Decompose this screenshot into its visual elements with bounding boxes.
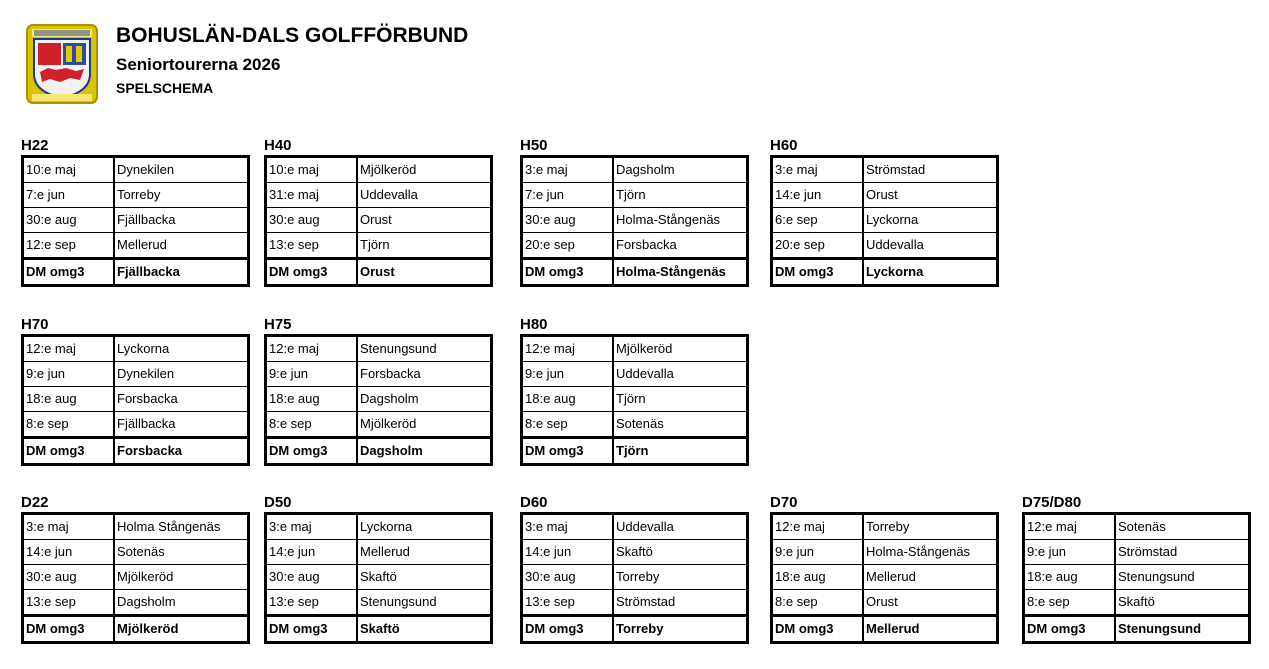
venue-cell: Strömstad: [613, 590, 748, 616]
schedule-group: [520, 494, 749, 644]
date-cell: DM omg3: [772, 616, 864, 643]
final-row: [772, 616, 998, 643]
venue-cell: Fjällbacka: [114, 208, 249, 233]
venue-cell: Tjörn: [613, 387, 748, 412]
table-row: [1024, 590, 1250, 616]
schedule-group: [264, 494, 493, 644]
schedule-table: [770, 512, 999, 644]
date-cell: 3:e maj: [522, 157, 614, 183]
date-cell: 30:e aug: [23, 565, 115, 590]
date-cell: 10:e maj: [23, 157, 115, 183]
date-cell: 30:e aug: [522, 208, 614, 233]
schedule-table: [770, 155, 999, 287]
date-cell: 14:e jun: [772, 183, 864, 208]
date-cell: DM omg3: [522, 259, 614, 286]
date-cell: DM omg3: [23, 438, 115, 465]
table-row: [266, 387, 492, 412]
date-cell: DM omg3: [522, 438, 614, 465]
table-row: [772, 208, 998, 233]
date-cell: 30:e aug: [522, 565, 614, 590]
venue-cell: Lyckorna: [863, 208, 998, 233]
table-row: [266, 362, 492, 387]
venue-cell: Mjölkeröd: [613, 336, 748, 362]
date-cell: 20:e sep: [772, 233, 864, 259]
schedule-group: [264, 137, 493, 287]
table-row: [266, 412, 492, 438]
schedule-table: [520, 155, 749, 287]
group-label: D70: [770, 494, 798, 511]
venue-cell: Forsbacka: [114, 387, 249, 412]
date-cell: 12:e maj: [266, 336, 358, 362]
date-cell: 18:e aug: [266, 387, 358, 412]
final-row: [23, 438, 249, 465]
date-cell: 7:e jun: [522, 183, 614, 208]
venue-cell: Holma Stångenäs: [114, 514, 249, 540]
date-cell: 9:e jun: [266, 362, 358, 387]
table-row: [522, 362, 748, 387]
schedule-table: [21, 512, 250, 644]
date-cell: 12:e maj: [23, 336, 115, 362]
table-row: [23, 157, 249, 183]
date-cell: DM omg3: [1024, 616, 1116, 643]
table-row: [1024, 565, 1250, 590]
venue-cell: Mjölkeröd: [114, 565, 249, 590]
table-row: [23, 336, 249, 362]
table-row: [522, 514, 748, 540]
crest-icon: [26, 24, 98, 104]
table-row: [772, 540, 998, 565]
venue-cell: Holma-Stångenäs: [613, 208, 748, 233]
schedule-table: [264, 512, 493, 644]
venue-cell: Torreby: [114, 183, 249, 208]
date-cell: 14:e jun: [266, 540, 358, 565]
date-cell: DM omg3: [23, 616, 115, 643]
schedule-group: [21, 137, 250, 287]
table-row: [522, 157, 748, 183]
schedule-table: [21, 155, 250, 287]
venue-cell: Mellerud: [863, 616, 998, 643]
final-row: [23, 259, 249, 286]
final-row: [522, 616, 748, 643]
schedule-table: [520, 334, 749, 466]
venue-cell: Fjällbacka: [114, 412, 249, 438]
venue-cell: Uddevalla: [613, 514, 748, 540]
venue-cell: Dagsholm: [613, 157, 748, 183]
date-cell: 10:e maj: [266, 157, 358, 183]
final-row: [23, 616, 249, 643]
date-cell: 14:e jun: [23, 540, 115, 565]
venue-cell: Dynekilen: [114, 362, 249, 387]
venue-cell: Fjällbacka: [114, 259, 249, 286]
date-cell: 3:e maj: [266, 514, 358, 540]
venue-cell: Forsbacka: [613, 233, 748, 259]
table-row: [23, 208, 249, 233]
schedule-group: [770, 494, 999, 644]
venue-cell: Torreby: [613, 565, 748, 590]
venue-cell: Tjörn: [613, 438, 748, 465]
venue-cell: Forsbacka: [357, 362, 492, 387]
table-row: [522, 336, 748, 362]
venue-cell: Mjölkeröd: [357, 412, 492, 438]
group-label: H22: [21, 137, 49, 154]
venue-cell: Sotenäs: [613, 412, 748, 438]
table-row: [522, 590, 748, 616]
group-label: H40: [264, 137, 292, 154]
schedule-group: [520, 316, 749, 466]
date-cell: 20:e sep: [522, 233, 614, 259]
table-row: [522, 208, 748, 233]
date-cell: 8:e sep: [522, 412, 614, 438]
date-cell: 9:e jun: [772, 540, 864, 565]
venue-cell: Tjörn: [613, 183, 748, 208]
date-cell: 9:e jun: [522, 362, 614, 387]
venue-cell: Lyckorna: [357, 514, 492, 540]
schedule-table: [1022, 512, 1251, 644]
date-cell: 14:e jun: [522, 540, 614, 565]
schedule-group: [1022, 494, 1251, 644]
page-subtitle: Seniortourerna 2026: [116, 55, 281, 74]
venue-cell: Uddevalla: [357, 183, 492, 208]
final-row: [772, 259, 998, 286]
table-row: [522, 233, 748, 259]
group-label: D22: [21, 494, 49, 511]
table-row: [522, 565, 748, 590]
venue-cell: Uddevalla: [613, 362, 748, 387]
venue-cell: Mellerud: [357, 540, 492, 565]
table-row: [23, 183, 249, 208]
date-cell: 13:e sep: [266, 233, 358, 259]
group-label: H70: [21, 316, 49, 333]
date-cell: 18:e aug: [23, 387, 115, 412]
date-cell: 12:e maj: [522, 336, 614, 362]
venue-cell: Stenungsund: [1115, 616, 1250, 643]
venue-cell: Holma-Stångenäs: [863, 540, 998, 565]
venue-cell: Strömstad: [1115, 540, 1250, 565]
venue-cell: Uddevalla: [863, 233, 998, 259]
table-row: [266, 157, 492, 183]
final-row: [266, 616, 492, 643]
venue-cell: Torreby: [613, 616, 748, 643]
date-cell: 12:e sep: [23, 233, 115, 259]
venue-cell: Tjörn: [357, 233, 492, 259]
venue-cell: Torreby: [863, 514, 998, 540]
final-row: [266, 259, 492, 286]
venue-cell: Mellerud: [863, 565, 998, 590]
schedule-group: [520, 137, 749, 287]
table-row: [266, 336, 492, 362]
table-row: [266, 565, 492, 590]
table-row: [23, 565, 249, 590]
final-row: [522, 259, 748, 286]
date-cell: DM omg3: [266, 616, 358, 643]
table-row: [23, 412, 249, 438]
page-title: BOHUSLÄN-DALS GOLFFÖRBUND: [116, 24, 469, 47]
table-row: [1024, 514, 1250, 540]
schedule-table: [520, 512, 749, 644]
date-cell: 31:e maj: [266, 183, 358, 208]
venue-cell: Strömstad: [863, 157, 998, 183]
venue-cell: Dynekilen: [114, 157, 249, 183]
date-cell: 7:e jun: [23, 183, 115, 208]
venue-cell: Orust: [357, 208, 492, 233]
date-cell: DM omg3: [522, 616, 614, 643]
date-cell: DM omg3: [266, 259, 358, 286]
group-label: D75/D80: [1022, 494, 1082, 511]
schedule-table: [264, 334, 493, 466]
table-row: [522, 387, 748, 412]
table-row: [772, 183, 998, 208]
table-row: [772, 565, 998, 590]
venue-cell: Stenungsund: [357, 336, 492, 362]
venue-cell: Lyckorna: [114, 336, 249, 362]
date-cell: 18:e aug: [522, 387, 614, 412]
date-cell: 30:e aug: [23, 208, 115, 233]
date-cell: 3:e maj: [522, 514, 614, 540]
table-row: [266, 233, 492, 259]
venue-cell: Stenungsund: [1115, 565, 1250, 590]
table-row: [23, 590, 249, 616]
table-row: [266, 208, 492, 233]
venue-cell: Orust: [357, 259, 492, 286]
venue-cell: Sotenäs: [1115, 514, 1250, 540]
venue-cell: Dagsholm: [357, 438, 492, 465]
table-row: [23, 387, 249, 412]
date-cell: 30:e aug: [266, 208, 358, 233]
group-label: H75: [264, 316, 292, 333]
date-cell: DM omg3: [23, 259, 115, 286]
table-row: [772, 233, 998, 259]
date-cell: 13:e sep: [522, 590, 614, 616]
schedule-table: [21, 334, 250, 466]
table-row: [266, 514, 492, 540]
table-row: [522, 183, 748, 208]
table-row: [23, 233, 249, 259]
final-row: [522, 438, 748, 465]
date-cell: 8:e sep: [772, 590, 864, 616]
date-cell: 9:e jun: [1024, 540, 1116, 565]
final-row: [266, 438, 492, 465]
venue-cell: Stenungsund: [357, 590, 492, 616]
final-row: [1024, 616, 1250, 643]
date-cell: 30:e aug: [266, 565, 358, 590]
venue-cell: Mellerud: [114, 233, 249, 259]
group-label: D50: [264, 494, 292, 511]
venue-cell: Skaftö: [357, 616, 492, 643]
group-label: D60: [520, 494, 548, 511]
venue-cell: Mjölkeröd: [114, 616, 249, 643]
schedule-table: [264, 155, 493, 287]
group-label: H50: [520, 137, 548, 154]
table-row: [266, 540, 492, 565]
date-cell: 8:e sep: [23, 412, 115, 438]
group-label: H60: [770, 137, 798, 154]
table-row: [522, 540, 748, 565]
date-cell: 3:e maj: [23, 514, 115, 540]
table-row: [23, 514, 249, 540]
venue-cell: Sotenäs: [114, 540, 249, 565]
venue-cell: Mjölkeröd: [357, 157, 492, 183]
date-cell: 18:e aug: [1024, 565, 1116, 590]
date-cell: 8:e sep: [266, 412, 358, 438]
venue-cell: Orust: [863, 590, 998, 616]
schedule-group: [21, 316, 250, 466]
table-row: [772, 590, 998, 616]
date-cell: 13:e sep: [266, 590, 358, 616]
venue-cell: Dagsholm: [357, 387, 492, 412]
venue-cell: Skaftö: [357, 565, 492, 590]
table-row: [772, 514, 998, 540]
group-label: H80: [520, 316, 548, 333]
table-row: [266, 183, 492, 208]
date-cell: 9:e jun: [23, 362, 115, 387]
section-heading: SPELSCHEMA: [116, 80, 214, 96]
venue-cell: Skaftö: [1115, 590, 1250, 616]
federation-logo: [26, 24, 98, 104]
date-cell: 12:e maj: [1024, 514, 1116, 540]
date-cell: 13:e sep: [23, 590, 115, 616]
date-cell: 6:e sep: [772, 208, 864, 233]
venue-cell: Dagsholm: [114, 590, 249, 616]
table-row: [522, 412, 748, 438]
table-row: [1024, 540, 1250, 565]
date-cell: 3:e maj: [772, 157, 864, 183]
venue-cell: Orust: [863, 183, 998, 208]
date-cell: 12:e maj: [772, 514, 864, 540]
venue-cell: Skaftö: [613, 540, 748, 565]
venue-cell: Forsbacka: [114, 438, 249, 465]
date-cell: 8:e sep: [1024, 590, 1116, 616]
table-row: [266, 590, 492, 616]
table-row: [23, 540, 249, 565]
date-cell: 18:e aug: [772, 565, 864, 590]
date-cell: DM omg3: [266, 438, 358, 465]
date-cell: DM omg3: [772, 259, 864, 286]
venue-cell: Lyckorna: [863, 259, 998, 286]
venue-cell: Holma-Stångenäs: [613, 259, 748, 286]
schedule-group: [264, 316, 493, 466]
schedule-group: [770, 137, 999, 287]
table-row: [23, 362, 249, 387]
table-row: [772, 157, 998, 183]
schedule-group: [21, 494, 250, 644]
